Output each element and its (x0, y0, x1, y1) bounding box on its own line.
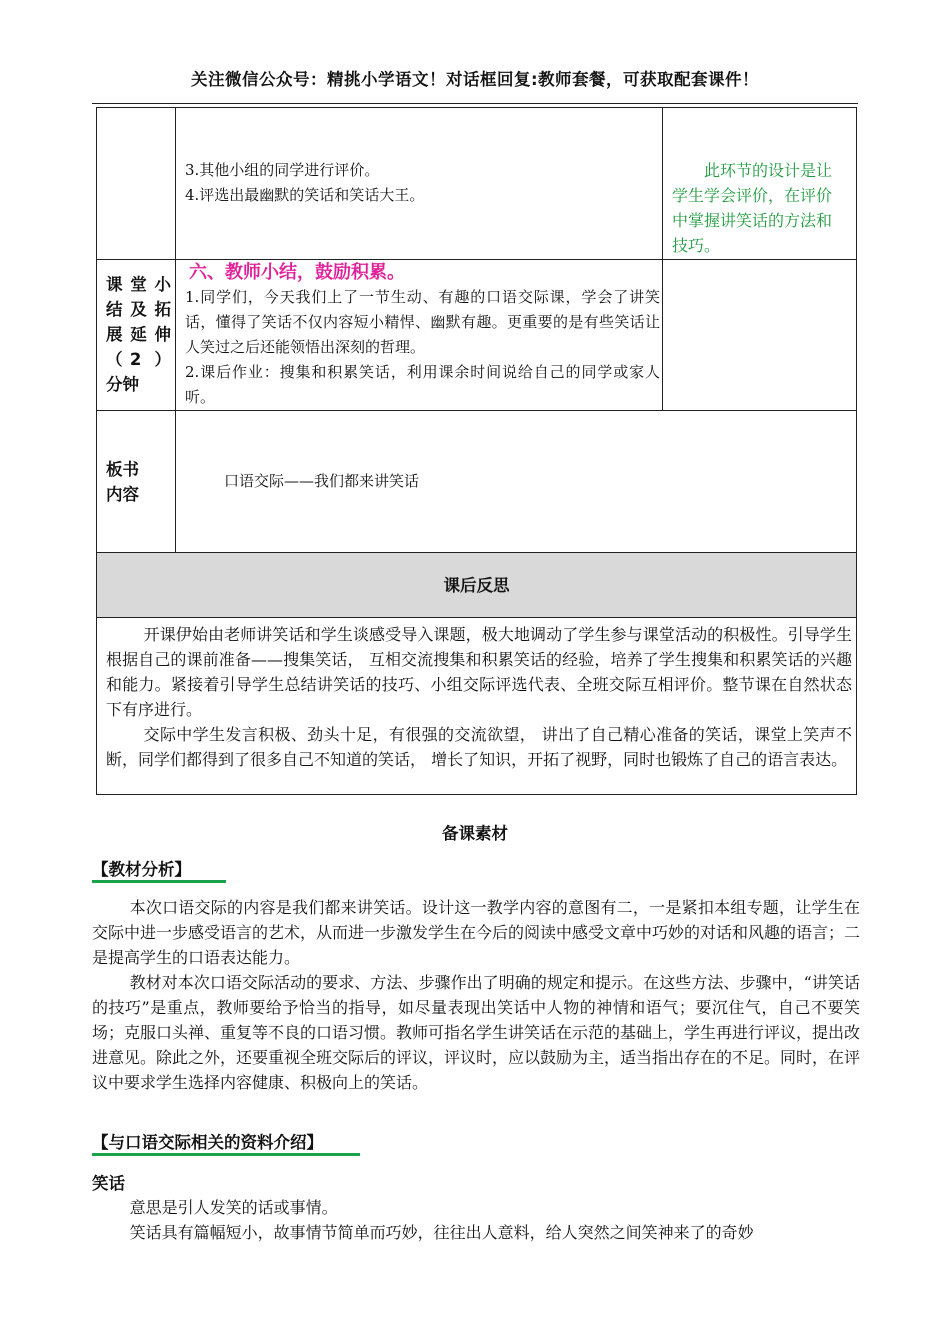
analysis-underline (92, 880, 226, 883)
joke-paragraph-1: 意思是引人发笑的话或事情。 (129, 1198, 338, 1217)
summary-paragraph-2: 2.课后作业：搜集和积累笑话，利用课余时间说给自己的同学或家人听。 (185, 363, 660, 406)
header-divider (92, 103, 858, 104)
analysis-paragraph-2: 教材对本次口语交际活动的要求、方法、步骤作出了明确的规定和提示。在这些方法、步骤中，“讲笑话的技巧”是重点，教师要给予恰当的指导，如尽量表现出笑话中人物的神情和语气；要沉住气，自己不要笑场；克服口头禅、重复等不良的口语习惯。教师可指名学生讲笑话在示范的基础上，学生再进行评议，提出改进意见。除此之外，还要重视全班交际后的评议，评议时，应以鼓励为主，适当指出存在的不足。同时，在评议中要求学生选择内容健康、积极向上的笑话。 (92, 973, 861, 1092)
step-4: 4.评选出最幽默的笑话和笑话大王。 (185, 186, 425, 204)
evaluation-steps-cell (176, 108, 663, 260)
reflection-paragraph-1: 开课伊始由老师讲笑话和学生谈感受导入课题，极大地调动了学生参与课堂活动的积极性。引导学生根据自己的课前准备——搜集笑话， 互相交流搜集和积累笑话的经验，培养了学生搜集和积累笑话的兴趣和能力。紧接着引导学生总结讲笑话的技巧、小组交际评选代表、全班交际互相评价。整节课在自然状态下有序进行。 (106, 625, 852, 719)
table-row (97, 411, 857, 553)
reflection-paragraph-2: 交际中学生发言积极、劲头十足，有很强的交流欲望， 讲出了自己精心准备的笑话，课堂上笑声不断，同学们都得到了很多自己不知道的笑话， 增长了知识，开拓了视野，同时也锻炼了自己的语言表达。 (106, 725, 852, 769)
summary-paragraph-1: 1.同学们，今天我们上了一节生动、有趣的口语交际课，学会了讲笑话，懂得了笑话不仅内容短小精悍、幽默有趣。更重要的是有些笑话让人笑过之后还能领悟出深刻的哲理。 (185, 288, 660, 356)
reflection-title: 课后反思 (97, 553, 857, 618)
table-row (97, 618, 857, 795)
section-heading: 六、教师小结，鼓励积累。 (189, 262, 405, 283)
analysis-paragraph-1: 本次口语交际的内容是我们都来讲笑话。设计这一教学内容的意图有二，一是紧扣本组专题，让学生在交际中进一步感受语言的艺术，从而进一步激发学生在今后的阅读中感受文章中巧妙的对话和风趣的语言；二是提高学生的口语表达能力。 (92, 898, 861, 967)
design-note: 此环节的设计是让学生学会评价，在评价中掌握讲笑话的方法和技巧。 (663, 108, 857, 260)
joke-section (92, 1195, 860, 1245)
table-row (97, 108, 857, 260)
summary-label: 课堂小结及拓展延伸（2 ）分钟 (97, 260, 176, 411)
resource-underline (92, 1153, 360, 1156)
step-3: 3.其他小组的同学进行评价。 (185, 161, 380, 179)
lesson-plan-table (96, 107, 857, 795)
table-row (97, 260, 857, 411)
board-content: 口语交际——我们都来讲笑话 (176, 411, 857, 553)
table-row (97, 553, 857, 618)
reflection-body (97, 618, 857, 795)
resource-tag: 【与口语交际相关的资料介绍】 (92, 1133, 323, 1152)
empty-note-cell (663, 260, 857, 411)
joke-paragraph-2: 笑话具有篇幅短小，故事情节简单而巧妙，往往出人意料，给人突然之间笑神来了的奇妙 (129, 1223, 754, 1242)
empty-label-cell (97, 108, 176, 260)
materials-title: 备课素材 (442, 824, 508, 843)
header-banner: 关注微信公众号：精挑小学语文！对话框回复:教师套餐，可获取配套课件！ (190, 70, 760, 89)
joke-heading: 笑话 (92, 1174, 125, 1193)
analysis-tag: 【教材分析】 (92, 860, 191, 879)
analysis-section (92, 895, 860, 1095)
summary-content-cell (176, 260, 663, 411)
board-label: 板书内容 (97, 411, 176, 553)
